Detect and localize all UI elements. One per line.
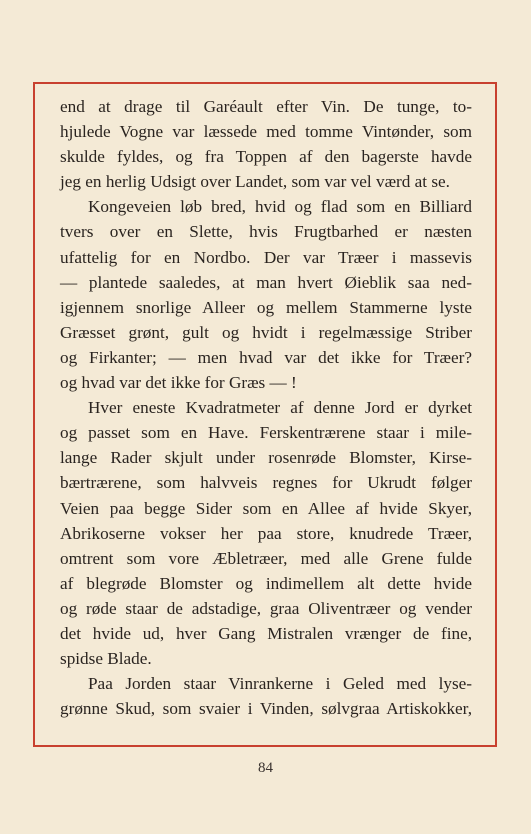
text-line: grønne Skud, som svaier i Vinden, sølvgraa Artiskokker, <box>60 699 472 719</box>
text-line: og Firkanter; — men hvad var det ikke for Træer? <box>60 347 472 367</box>
page-number: 84 <box>258 760 273 776</box>
text-line: — plantede saaledes, at man hvert Øieblik saa ned- <box>60 272 472 292</box>
text-line: jeg en herlig Udsigt over Landet, som var vel værd at se. <box>60 172 450 192</box>
text-line: af blegrøde Blomster og indimellem alt dette hvide <box>60 573 472 593</box>
text-line: og røde staar de adstadige, graa Oliventræer og vender <box>60 598 472 618</box>
text-line: ufattelig for en Nordbo. Der var Træer i massevis <box>60 247 472 267</box>
text-line: Hver eneste Kvadratmeter af denne Jord er dyrket <box>88 398 472 418</box>
text-line: lange Rader skjult under rosenrøde Blomster, Kirse- <box>60 448 472 468</box>
text-line: omtrent som vore Æbletræer, med alle Grene fulde <box>60 548 472 568</box>
text-line: Veien paa begge Sider som en Allee af hvide Skyer, <box>60 498 472 518</box>
text-line: hjulede Vogne var læssede med tomme Vintønder, som <box>60 122 472 142</box>
text-line: bærtrærene, som halvveis regnes for Ukrudt følger <box>60 473 472 493</box>
text-line: det hvide ud, hver Gang Mistralen vrænger de fine, <box>60 623 472 643</box>
text-line: spidse Blade. <box>60 649 152 669</box>
text-line: Kongeveien løb bred, hvid og flad som en Billiard <box>88 197 472 217</box>
text-line: og passet som en Have. Ferskentrærene staar i mile- <box>60 423 472 443</box>
text-line: Abrikoserne vokser her paa store, knudrede Træer, <box>60 523 472 543</box>
text-line: og hvad var det ikke for Græs — ! <box>60 373 297 393</box>
text-line: skulde fyldes, og fra Toppen af den bagerste havde <box>60 147 472 167</box>
text-line: Græsset grønt, gult og hvidt i regelmæssige Striber <box>60 322 472 342</box>
text-line: tvers over en Slette, hvis Frugtbarhed er næsten <box>60 222 472 242</box>
text-line: end at drage til Garéault efter Vin. De tunge, to- <box>60 97 472 116</box>
text-line: igjennem snorlige Alleer og mellem Stammerne lyste <box>60 297 472 317</box>
text-line: Paa Jorden staar Vinrankerne i Geled med lyse- <box>88 674 472 694</box>
body-text <box>60 94 472 721</box>
